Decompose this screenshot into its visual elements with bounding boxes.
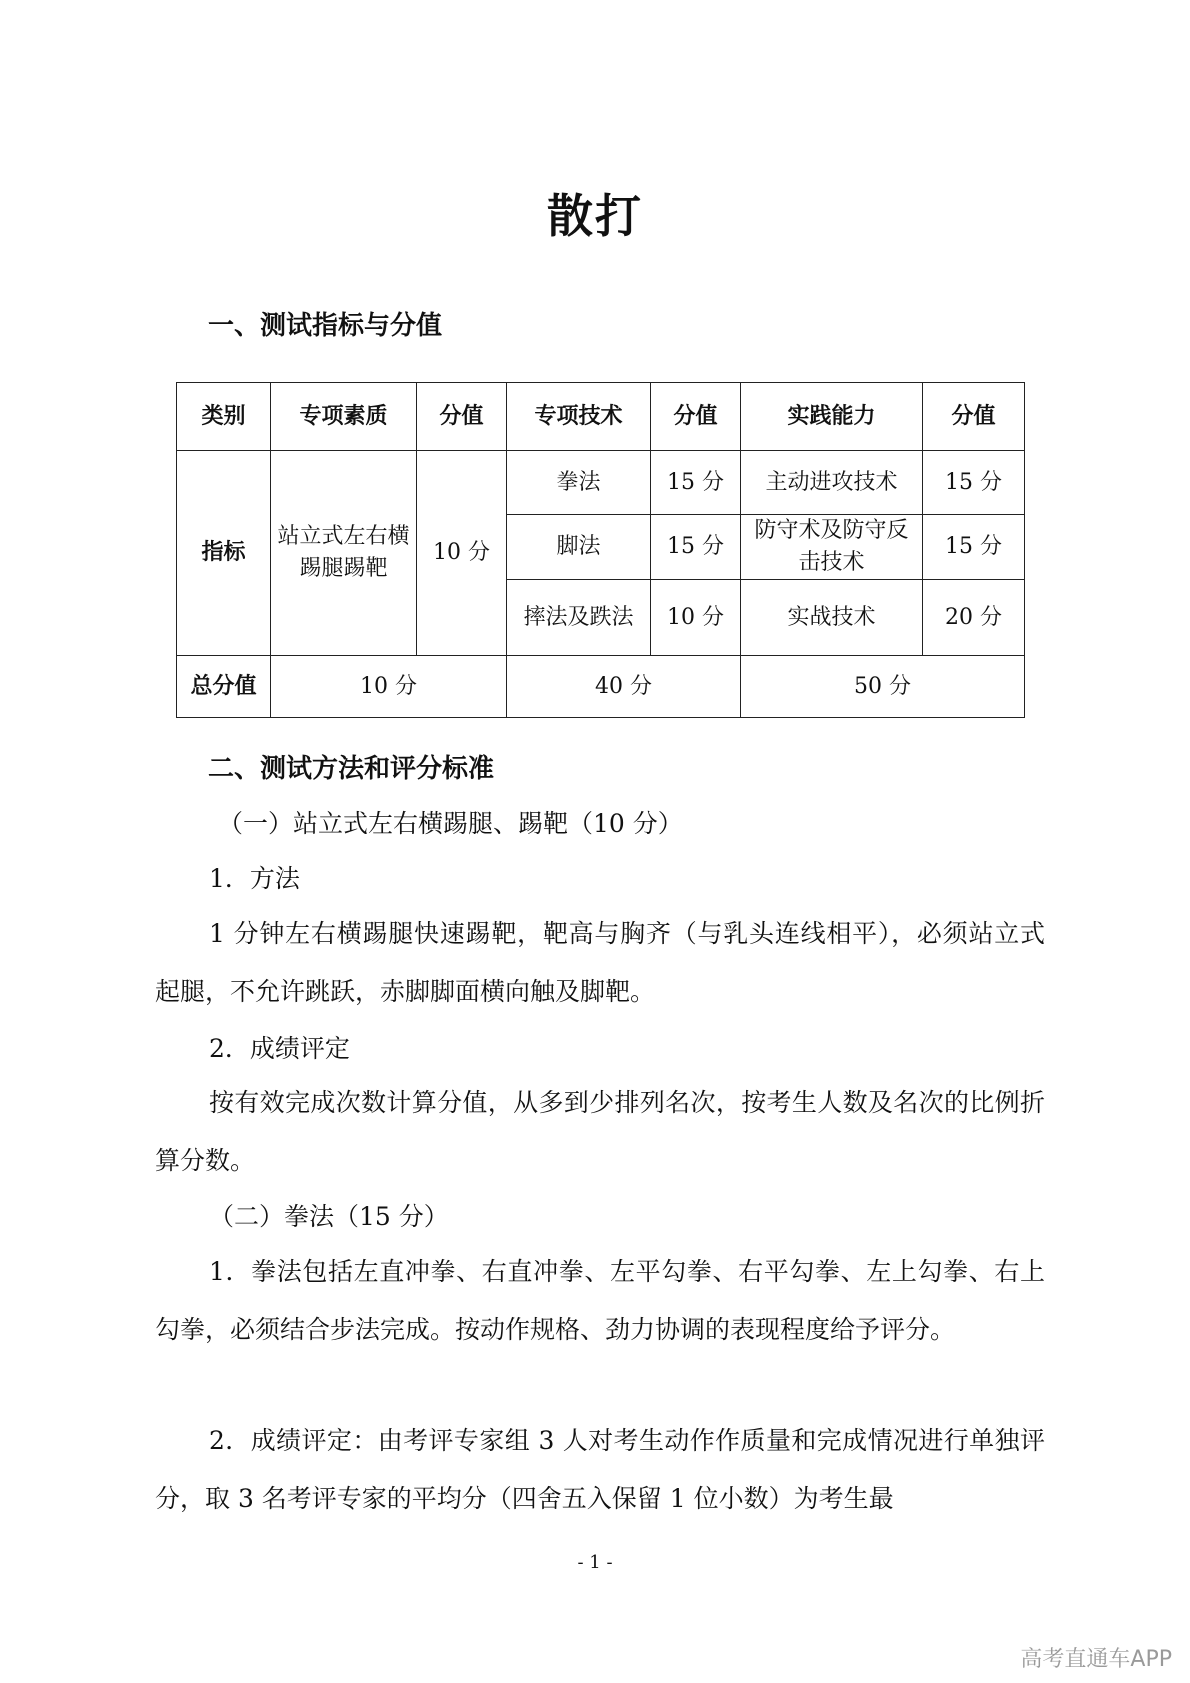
ability-score-cell: 15 分 xyxy=(923,515,1025,580)
score-table xyxy=(176,382,1025,718)
section-heading-1: 一、测试指标与分值 xyxy=(208,311,443,341)
total-technique-cell: 40 分 xyxy=(507,656,741,718)
header-technique: 专项技术 xyxy=(507,383,651,451)
watermark: 高考直通车APP xyxy=(1020,1647,1172,1672)
tech-name-cell: 脚法 xyxy=(507,515,651,580)
fist-paragraph: 1．拳法包括左直冲拳、右直冲拳、左平勾拳、右平勾拳、左上勾拳、右上勾拳，必须结合步法完成。按动作规格、劲力协调的表现程度给予评分。 xyxy=(155,1257,1045,1344)
ability-cell: 实战技术 xyxy=(741,580,923,656)
document-title: 散打 xyxy=(547,189,643,243)
ability-score-cell: 15 分 xyxy=(923,451,1025,515)
header-score-2: 分值 xyxy=(651,383,741,451)
table-row xyxy=(177,451,1025,515)
tech-score-cell: 10 分 xyxy=(651,580,741,656)
quality-score-cell: 10 分 xyxy=(417,451,507,656)
header-category: 类别 xyxy=(177,383,271,451)
evaluation-paragraph: 按有效完成次数计算分值，从多到少排列名次，按考生人数及名次的比例折算分数。 xyxy=(155,1088,1045,1175)
row-label-indicator: 指标 xyxy=(177,451,271,656)
tech-score-cell: 15 分 xyxy=(651,451,741,515)
subsection-heading-2: （二）拳法（15 分） xyxy=(209,1202,449,1231)
page-number: - 1 - xyxy=(577,1552,613,1573)
subsection-heading-1: （一）站立式左右横踢腿、踢靶（10 分） xyxy=(218,809,683,838)
total-quality-cell: 10 分 xyxy=(271,656,507,718)
ability-cell: 主动进攻技术 xyxy=(741,451,923,515)
method-heading: 1．方法 xyxy=(209,864,300,893)
method-paragraph: 1 分钟左右横踢腿快速踢靶，靶高与胸齐（与乳头连线相平），必须站立式起腿，不允许跳跃，赤脚脚面横向触及脚靶。 xyxy=(155,919,1045,1006)
table-total-row xyxy=(177,656,1025,718)
ability-score-cell: 20 分 xyxy=(923,580,1025,656)
evaluation-heading: 2．成绩评定 xyxy=(209,1034,350,1063)
header-quality: 专项素质 xyxy=(271,383,417,451)
header-score-1: 分值 xyxy=(417,383,507,451)
tech-score-cell: 15 分 xyxy=(651,515,741,580)
total-ability-cell: 50 分 xyxy=(741,656,1025,718)
fist-evaluation-paragraph: 2．成绩评定：由考评专家组 3 人对考生动作作质量和完成情况进行单独评分，取 3 名考评专家的平均分（四舍五入保留 1 位小数）为考生最 xyxy=(155,1426,1045,1513)
tech-name-cell: 摔法及跌法 xyxy=(507,580,651,656)
header-ability: 实践能力 xyxy=(741,383,923,451)
total-label-cell: 总分值 xyxy=(177,656,271,718)
table-header-row xyxy=(177,383,1025,451)
tech-name-cell: 拳法 xyxy=(507,451,651,515)
ability-cell: 防守术及防守反击技术 xyxy=(741,515,923,580)
header-score-3: 分值 xyxy=(923,383,1025,451)
quality-cell: 站立式左右横踢腿踢靶 xyxy=(271,451,417,656)
section-heading-2: 二、测试方法和评分标准 xyxy=(208,754,495,784)
